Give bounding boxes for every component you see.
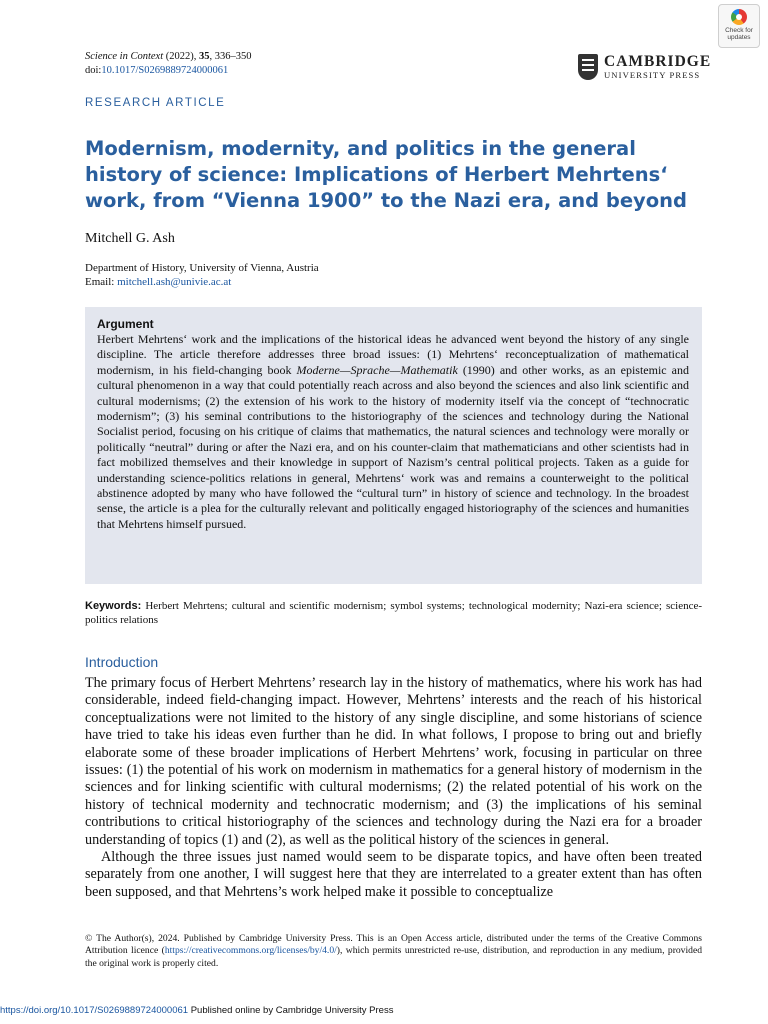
journal-volume-line: Science in Context (2022), 35, 336–350 xyxy=(85,51,252,62)
journal-name: Science in Context xyxy=(85,51,164,62)
author-name: Mitchell G. Ash xyxy=(85,231,175,246)
email-link[interactable]: mitchell.ash@univie.ac.at xyxy=(117,276,232,288)
affiliation-text: Department of History, University of Vienna, Austria xyxy=(85,262,319,274)
keywords-label: Keywords: xyxy=(85,600,142,612)
check-for-updates-label: Check for updates xyxy=(725,27,753,41)
article-title: Modernism, modernity, and politics in the general history of science: Implications of Herbert Mehrtens‘ work, from “Vienna 1900” to the Nazi era, and beyond xyxy=(85,137,688,212)
keywords xyxy=(85,599,702,627)
email-line: Email: mitchell.ash@univie.ac.at xyxy=(85,276,232,288)
copyright-footnote: © The Author(s), 2024. Published by Cambridge University Press. This is an Open Access article, distributed under the terms of the Creative Commons Attribution licence (https://creativecommons.org/licenses/by/4.0/), which permits unrestricted re-use, distribution, and reproduction in any medium, provided the original work is properly cited. xyxy=(85,933,702,969)
doi-link[interactable]: 10.1017/S0269889724000061 xyxy=(101,65,229,76)
doi-line: doi:10.1017/S0269889724000061 xyxy=(85,65,229,76)
article-type-label: RESEARCH ARTICLE xyxy=(85,97,226,109)
introduction-body xyxy=(85,675,702,901)
publisher-subname: UNIVERSITY PRESS xyxy=(604,70,701,80)
keywords-text: Herbert Mehrtens; cultural and scientific modernism; symbol systems; technological modernity; Nazi-era science; science-politics relations xyxy=(85,600,702,626)
argument-text: Herbert Mehrtens‘ work and the implications of the historical ideas he advanced went beyond the history of any single discipline. The article therefore addresses three broad issues: (1) Mehrtens‘ reconceptualization of mathematical modernism, in his field-changing book Moderne—Sprache—Mathematik (1990) and other works, as an epistemic and cultural phenomenon in a way that could potentially reach across and also beyond the sciences and also link scientific and cultural modernisms; (2) the extension of his work to the history of modernity itself via the concept of “technocratic modernism”; (3) his seminal contributions to the historiography of the sciences and technology during the National Socialist period, focusing on his critique of claims that mathematics, the natural sciences and technology were morally or politically “neutral” during or after the Nazi era, and on his counter-claim that mathematicians and other scientists had in fact mobilized themselves and their knowledge in support of Nazism’s central political projects. Taken as a guide for understanding science-politics relations in general, Mehrtens‘ work was and remains a counterweight to the political abstinence adopted by many who have followed the “cultural turn” in history of science and technology. In the broadest sense, the article is a plea for the culturally relevant and politically engaged historiography of the sciences and humanities that Mehrtens himself pursued. xyxy=(97,332,689,531)
book-title: Moderne—Sprache—Mathematik xyxy=(296,362,458,377)
author-affiliation xyxy=(85,261,319,289)
license-link[interactable]: https://creativecommons.org/licenses/by/4.0/ xyxy=(164,945,337,957)
paragraph: The primary focus of Herbert Mehrtens’ research lay in the history of mathematics, where his work has had considerable, indeed field-changing impact. However, Mehrtens’ interests and the reach of his historical conceptualizations were not limited to the history of any single discipline, and some historians of science have tried to take his ideas even further than he did. In what follows, I propose to bring out and briefly elaborate some of these broader implications of Herbert Mehrtens’ work, focusing in particular on three issues: (1) the potential of his work on modernism in mathematics for a general history of modernism in the sciences and for linking scientific with cultural modernisms; (2) the related potential of his work on the history of technical modernity and technocratic modernism; and (3) the implications of his seminal contributions to critical historiography of the sciences and technology during the Nazi era for a broader understanding of topics (1) and (2), as well as the political history of the sciences in general. xyxy=(85,675,702,848)
publisher-name: CAMBRIDGE xyxy=(604,53,712,70)
cambridge-logo xyxy=(578,52,711,82)
cambridge-shield-icon xyxy=(578,54,598,80)
journal-volume: 35 xyxy=(199,51,210,62)
argument-heading: Argument xyxy=(97,317,154,331)
journal-citation xyxy=(85,50,252,78)
introduction-heading: Introduction xyxy=(85,654,159,670)
paragraph: Although the three issues just named would seem to be disparate topics, and have often been treated separately from one another, I will suggest here that they are interrelated to a greater extent than has often been supposed, and that Mehrtens’s work helped make it possible to conceptualize xyxy=(85,849,702,900)
check-for-updates-badge[interactable] xyxy=(718,4,760,48)
crossmark-icon xyxy=(731,9,747,25)
page-footer: https://doi.org/10.1017/S0269889724000061 Published online by Cambridge University Press xyxy=(0,1005,394,1016)
doi-footer-link[interactable]: https://doi.org/10.1017/S0269889724000061 xyxy=(0,1005,189,1016)
